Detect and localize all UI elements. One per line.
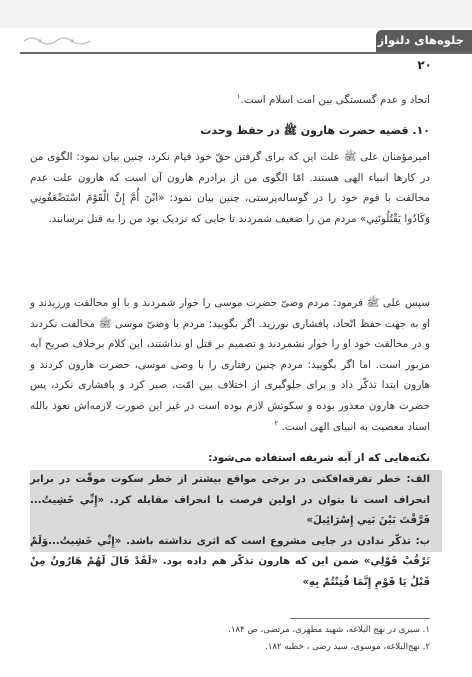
running-header-title: جلوه‌های دلنواز ماه <box>355 33 464 47</box>
note-item-b: ب: تذکّر ندادن در جایی مشروع است که اثری نداشته باشد. «إِنِّي خَشِيتُ...وَلَمْ تَرْقُبْ قَوْلِي» ضمن این که هارون تذکّر هم داده بود. «لَقَدْ قَالَ لَهُمْ هَارُونُ مِنْ قَبْلُ يَا قَوْمِ إِنَّمَا فُتِنْتُمْ بِهِ» <box>30 535 430 588</box>
notes-box-text <box>30 470 430 593</box>
opening-line-text: اتحاد و عدم گسستگی بین امت اسلام است. <box>240 94 430 106</box>
ornament-icon <box>22 34 92 48</box>
footnote-ref-1[interactable]: ۱ <box>236 92 241 101</box>
paragraph-2-text: سپس علی ﷺ فرمود: مردم وصیّ حضرت موسی را خوار شمردند و با او مخالفت ورزیدند و او به جهت حفظ اتّحاد، پافشاری نورزید. اگر بگویید: مردم با وصیّ موسی ﷺ مخالفت نکردند و در مخالفت خود او را خوار نشمردند و تصمیم بر قتل او نداشتند، این کلام برخلاف صریح آیه مزبور است. اما اگر بگویید: مردم چنین رفتاری را با وصی موسی، حضرت هارون کردند و هارون ابتدا تذکّر داد و برای جلوگیری از اختلاف بین امّت، صبر کرد و پافشاری نکرد، پس حضرت هارون معذور بوده و سکوتش لازم بوده است در غیر این صورت لازمه‌اش نعوذ بالله اسناد معصیت به انبیای الهی است. <box>30 297 430 433</box>
header-rule <box>20 52 472 54</box>
footnote-divider <box>290 618 430 619</box>
header-band <box>0 0 472 28</box>
opening-line <box>30 90 430 111</box>
note-item-a: الف: خطر تفرقه‌افکنی در برخی مواقع بیشتر از خطر سکوت موقّت در برابر انحراف است تا بتوان در اولین فرصت با انحراف مقابله کرد. «إِنِّي خَشِيتُ... فَرَّقْتَ بَيْنَ بَنِي إِسْرَائِيلَ» <box>30 474 430 526</box>
paragraph-2 <box>30 293 430 437</box>
footnote-2: ۲. نهج‌البلاغه، موسوی، سید رضی ، خطبه ۱۸۲. <box>264 642 430 652</box>
footnote-1: ۱. سیری در نهج البلاغه، شهید مطهری، مرتضی، ص ۱۸۴. <box>228 625 430 635</box>
footnote-ref-2[interactable]: ۲ <box>274 419 279 428</box>
paragraph-1: امیرمؤمنان علی ﷺ علت این که برای گرفتن حقّ خود قیام نکرد، چنین بیان نمود: الگوی من در کارها انبیاء الهی هستند. امّا الگوی من از برادرم هارون آن است که هارون علت عدم مخالفت با قوم خود را در گوساله‌پرستی، چنین بیان نمود: «ابْنَ أُمَّ إِنَّ الْقَوْمَ اسْتَضْعَفُونِي وَكَادُوا يَقْتُلُونَنِي» مردم من را ضعیف شمردند تا جایی که نزدیک بود من را به قتل برسانند. <box>30 151 430 225</box>
page-number: ۲۰ <box>417 58 432 72</box>
section-title: ۱۰. قضیه حضرت هارون ﷺ در حفظ وحدت <box>200 124 430 137</box>
notes-heading: نکته‌هایی که از آیه شریفه استفاده می‌شود: <box>208 452 430 464</box>
